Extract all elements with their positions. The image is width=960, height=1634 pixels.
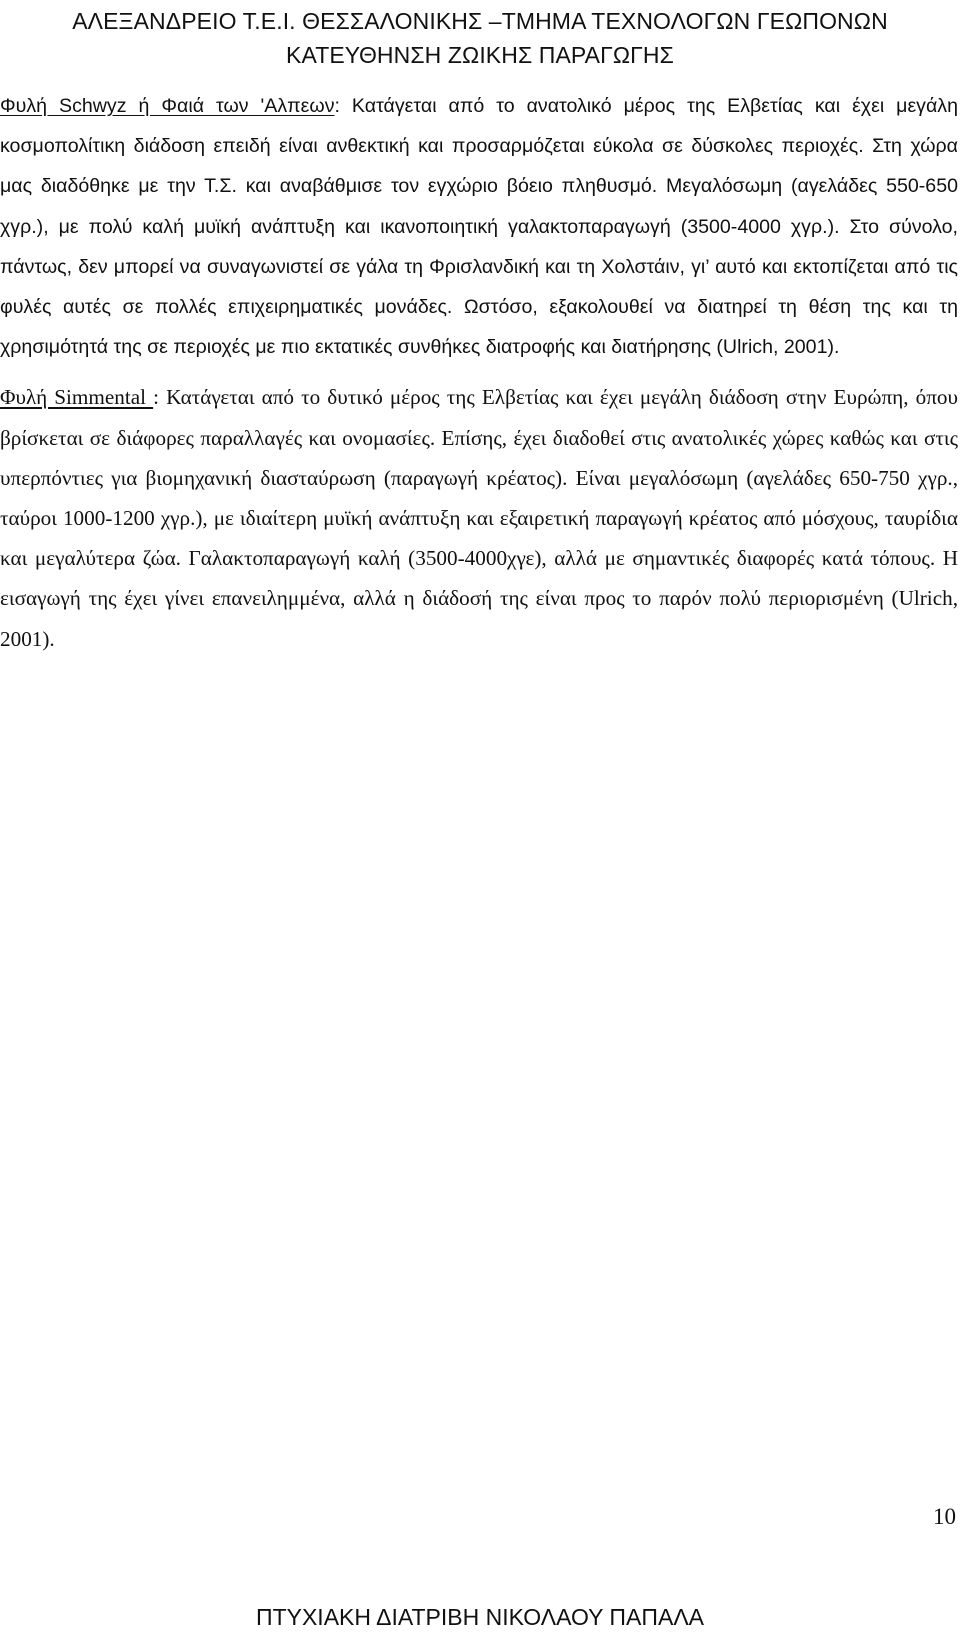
paragraph-text-schwyz: : Κατάγεται από το ανατολικό μέρος της Ελβετίας και έχει μεγάλη κοσμοπολίτικη διάδοση επειδή είναι ανθεκτική και προσαρμόζεται εύκολα σε δύσκολες περιοχές. Στη χώρα μας διαδόθηκε με την Τ.Σ. και αναβάθμισε τον εγχώριο βόειο πληθυσμό. Μεγαλόσωμη (αγελάδες 550-650 χγρ.), με πολύ καλή μυϊκή ανάπτυξη και ικανοποιητική γαλακτοπαραγωγή (3500-4000 χγρ.). Στο σύνολο, πάντως, δεν μπορεί να συναγωνιστεί σε γάλα τη Φρισλανδική και τη Χολστάιν, γι’ αυτό και εκτοπίζεται από τις φυλές αυτές σε πολλές επιχειρηματικές μονάδες. Ωστόσο, εξακολουθεί να διατηρεί τη θέση της και τη χρησιμότητά της σε περιοχές με πιο εκτατικές συνθήκες διατροφής και διατήρησης (Ulrich, 2001). bbox=[0, 95, 958, 359]
header-direction: ΚΑΤΕΥΘΗΝΣΗ ΖΩΙΚΗΣ ΠΑΡΑΓΩΓΗΣ bbox=[286, 42, 674, 68]
breed-name-schwyz: Φυλή Schwyz ή Φαιά των 'Αλπεων bbox=[0, 95, 335, 117]
page-header bbox=[0, 4, 960, 72]
breed-name-simmental: Φυλή Simmental bbox=[0, 385, 154, 410]
document-body bbox=[0, 86, 958, 669]
page-footer: ΠΤΥΧΙΑΚΗ ΔΙΑΤΡΙΒΗ ΝΙΚΟΛΑΟΥ ΠΑΠΑΛΑ bbox=[255, 1604, 705, 1630]
header-institution: ΑΛΕΞΑΝΔΡΕΙΟ Τ.Ε.Ι. ΘΕΣΣΑΛΟΝΙΚΗΣ –ΤΜΗΜΑ ΤΕΧΝΟΛΟΓΩΝ ΓΕΩΠΟΝΩΝ bbox=[72, 8, 888, 34]
paragraph-simmental bbox=[0, 377, 958, 658]
paragraph-schwyz bbox=[0, 86, 958, 367]
page-number: 10 bbox=[933, 1504, 956, 1529]
paragraph-text-simmental: : Κατάγεται από το δυτικό μέρος της Ελβετίας και έχει μεγάλη διάδοση στην Ευρώπη, όπου βρίσκεται σε διάφορες παραλλαγές και ονομασίες. Επίσης, έχει διαδοθεί στις ανατολικές χώρες καθώς και στις υπερπόντιες για βιομηχανική διασταύρωση (παραγωγή κρέατος). Είναι μεγαλόσωμη (αγελάδες 650-750 χγρ., ταύροι 1000-1200 χγρ.), με ιδιαίτερη μυϊκή ανάπτυξη και εξαιρετική παραγωγή κρέατος από μόσχους, ταυρίδια και μεγαλύτερα ζώα. Γαλακτοπαραγωγή καλή (3500-4000χγε), αλλά με σημαντικές διαφορές κατά τόπους. Η εισαγωγή της έχει γίνει επανειλημμένα, αλλά η διάδοσή της είναι προς το παρόν πολύ περιορισμένη (Ulrich, 2001). bbox=[0, 385, 958, 651]
